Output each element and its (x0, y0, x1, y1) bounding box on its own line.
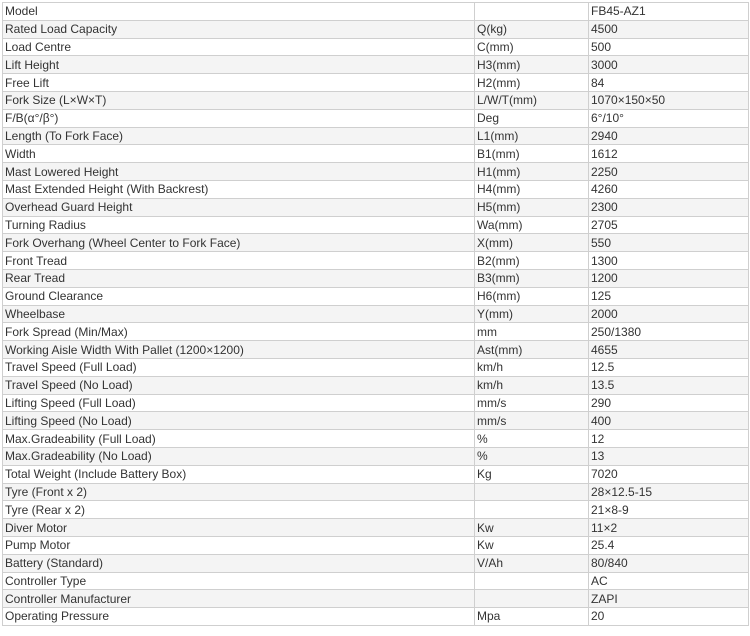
table-row (3, 554, 749, 572)
value-cell: AC (589, 572, 749, 590)
value-cell: 2000 (589, 305, 749, 323)
unit-cell (475, 590, 589, 608)
parameter-cell: Battery (Standard) (3, 554, 475, 572)
value-cell: 84 (589, 74, 749, 92)
parameter-cell: Total Weight (Include Battery Box) (3, 465, 475, 483)
parameter-cell: Travel Speed (Full Load) (3, 358, 475, 376)
table-row (3, 305, 749, 323)
table-row (3, 483, 749, 501)
table-row (3, 394, 749, 412)
unit-cell: C(mm) (475, 38, 589, 56)
table-row (3, 376, 749, 394)
value-cell: 80/840 (589, 554, 749, 572)
table-row (3, 536, 749, 554)
value-cell: 4500 (589, 20, 749, 38)
unit-cell: B1(mm) (475, 145, 589, 163)
unit-cell: B3(mm) (475, 269, 589, 287)
unit-cell: % (475, 430, 589, 448)
parameter-cell: Pump Motor (3, 536, 475, 554)
unit-cell: H1(mm) (475, 163, 589, 181)
table-row (3, 234, 749, 252)
parameter-cell: Mast Lowered Height (3, 163, 475, 181)
value-cell: 500 (589, 38, 749, 56)
value-cell: 125 (589, 287, 749, 305)
table-row (3, 572, 749, 590)
parameter-cell: Max.Gradeability (Full Load) (3, 430, 475, 448)
value-cell: 7020 (589, 465, 749, 483)
value-cell: 1070×150×50 (589, 91, 749, 109)
unit-cell: Kw (475, 536, 589, 554)
parameter-cell: Width (3, 145, 475, 163)
value-cell: 4260 (589, 180, 749, 198)
value-cell: 290 (589, 394, 749, 412)
value-cell: 6°/10° (589, 109, 749, 127)
table-row (3, 180, 749, 198)
parameter-cell: Model (3, 3, 475, 21)
parameter-cell: Lifting Speed (No Load) (3, 412, 475, 430)
table-row (3, 590, 749, 608)
parameter-cell: Turning Radius (3, 216, 475, 234)
value-cell: 13.5 (589, 376, 749, 394)
table-row (3, 412, 749, 430)
table-row (3, 358, 749, 376)
unit-cell: Ast(mm) (475, 341, 589, 359)
parameter-cell: Tyre (Front x 2) (3, 483, 475, 501)
unit-cell: L1(mm) (475, 127, 589, 145)
table-row (3, 252, 749, 270)
parameter-cell: Working Aisle Width With Pallet (1200×1200) (3, 341, 475, 359)
table-row (3, 145, 749, 163)
table-row (3, 3, 749, 21)
unit-cell: Mpa (475, 608, 589, 626)
unit-cell: % (475, 447, 589, 465)
unit-cell: Y(mm) (475, 305, 589, 323)
table-row (3, 341, 749, 359)
parameter-cell: Ground Clearance (3, 287, 475, 305)
parameter-cell: Max.Gradeability (No Load) (3, 447, 475, 465)
value-cell: FB45-AZ1 (589, 3, 749, 21)
value-cell: 1612 (589, 145, 749, 163)
parameter-cell: Length (To Fork Face) (3, 127, 475, 145)
value-cell: 550 (589, 234, 749, 252)
parameter-cell: Load Centre (3, 38, 475, 56)
unit-cell: V/Ah (475, 554, 589, 572)
parameter-cell: Lift Height (3, 56, 475, 74)
value-cell: 28×12.5-15 (589, 483, 749, 501)
table-row (3, 198, 749, 216)
unit-cell: H3(mm) (475, 56, 589, 74)
value-cell: 2940 (589, 127, 749, 145)
value-cell: 1300 (589, 252, 749, 270)
parameter-cell: F/B(α°/β°) (3, 109, 475, 127)
unit-cell: H5(mm) (475, 198, 589, 216)
unit-cell: H4(mm) (475, 180, 589, 198)
parameter-cell: Controller Manufacturer (3, 590, 475, 608)
parameter-cell: Wheelbase (3, 305, 475, 323)
table-row (3, 91, 749, 109)
spec-table-body (3, 3, 749, 626)
unit-cell: km/h (475, 376, 589, 394)
value-cell: 1200 (589, 269, 749, 287)
unit-cell (475, 501, 589, 519)
parameter-cell: Travel Speed (No Load) (3, 376, 475, 394)
parameter-cell: Tyre (Rear x 2) (3, 501, 475, 519)
unit-cell: mm (475, 323, 589, 341)
parameter-cell: Mast Extended Height (With Backrest) (3, 180, 475, 198)
value-cell: 11×2 (589, 519, 749, 537)
value-cell: 12.5 (589, 358, 749, 376)
value-cell: 3000 (589, 56, 749, 74)
parameter-cell: Overhead Guard Height (3, 198, 475, 216)
unit-cell: X(mm) (475, 234, 589, 252)
table-row (3, 608, 749, 626)
unit-cell: km/h (475, 358, 589, 376)
unit-cell (475, 483, 589, 501)
unit-cell: L/W/T(mm) (475, 91, 589, 109)
parameter-cell: Rated Load Capacity (3, 20, 475, 38)
value-cell: 4655 (589, 341, 749, 359)
unit-cell: Wa(mm) (475, 216, 589, 234)
value-cell: 2705 (589, 216, 749, 234)
unit-cell: Q(kg) (475, 20, 589, 38)
unit-cell: mm/s (475, 394, 589, 412)
table-row (3, 287, 749, 305)
unit-cell: mm/s (475, 412, 589, 430)
value-cell: 12 (589, 430, 749, 448)
value-cell: 250/1380 (589, 323, 749, 341)
parameter-cell: Operating Pressure (3, 608, 475, 626)
unit-cell: Deg (475, 109, 589, 127)
parameter-cell: Diver Motor (3, 519, 475, 537)
parameter-cell: Fork Size (L×W×T) (3, 91, 475, 109)
unit-cell: Kg (475, 465, 589, 483)
value-cell: ZAPI (589, 590, 749, 608)
unit-cell (475, 3, 589, 21)
parameter-cell: Fork Overhang (Wheel Center to Fork Face) (3, 234, 475, 252)
unit-cell: Kw (475, 519, 589, 537)
table-row (3, 501, 749, 519)
parameter-cell: Lifting Speed (Full Load) (3, 394, 475, 412)
table-row (3, 447, 749, 465)
parameter-cell: Free Lift (3, 74, 475, 92)
value-cell: 400 (589, 412, 749, 430)
value-cell: 2250 (589, 163, 749, 181)
table-row (3, 163, 749, 181)
parameter-cell: Controller Type (3, 572, 475, 590)
value-cell: 2300 (589, 198, 749, 216)
parameter-cell: Front Tread (3, 252, 475, 270)
table-row (3, 38, 749, 56)
value-cell: 13 (589, 447, 749, 465)
unit-cell: H2(mm) (475, 74, 589, 92)
table-row (3, 430, 749, 448)
table-row (3, 323, 749, 341)
parameter-cell: Fork Spread (Min/Max) (3, 323, 475, 341)
table-row (3, 465, 749, 483)
table-row (3, 20, 749, 38)
table-row (3, 127, 749, 145)
table-row (3, 56, 749, 74)
unit-cell: H6(mm) (475, 287, 589, 305)
unit-cell (475, 572, 589, 590)
value-cell: 25.4 (589, 536, 749, 554)
table-row (3, 74, 749, 92)
value-cell: 20 (589, 608, 749, 626)
table-row (3, 216, 749, 234)
table-row (3, 269, 749, 287)
value-cell: 21×8-9 (589, 501, 749, 519)
unit-cell: B2(mm) (475, 252, 589, 270)
spec-table (2, 2, 749, 626)
table-row (3, 109, 749, 127)
table-row (3, 519, 749, 537)
parameter-cell: Rear Tread (3, 269, 475, 287)
